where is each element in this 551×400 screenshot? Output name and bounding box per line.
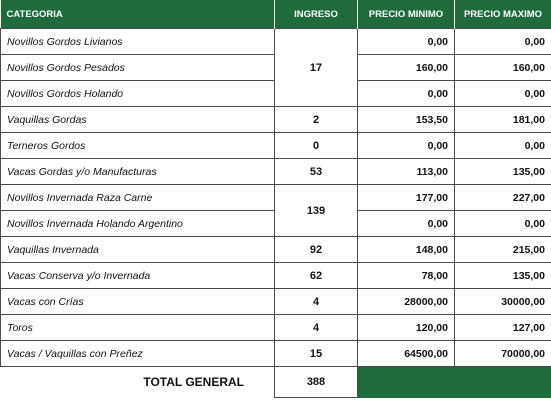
ingreso-cell: 92	[275, 237, 358, 263]
table-row	[1, 185, 551, 211]
precio-max-cell: 160,00	[455, 55, 551, 81]
table-row	[1, 263, 551, 289]
categoria-cell: Novillos Gordos Livianos	[1, 29, 275, 55]
precio-min-cell: 28000,00	[358, 289, 455, 315]
ingreso-cell: 2	[275, 107, 358, 133]
categoria-cell: Novillos Gordos Holando	[1, 81, 275, 107]
precio-max-cell: 30000,00	[455, 289, 551, 315]
precio-min-cell: 0,00	[358, 81, 455, 107]
table-row	[1, 315, 551, 341]
precio-min-cell: 177,00	[358, 185, 455, 211]
header-precio-minimo: PRECIO MINIMO	[358, 0, 455, 29]
table-row	[1, 159, 551, 185]
categoria-cell: Novillos Invernada Holando Argentino	[1, 211, 275, 237]
total-green-block	[358, 367, 551, 398]
categoria-cell: Terneros Gordos	[1, 133, 275, 159]
precio-min-cell: 64500,00	[358, 341, 455, 367]
categoria-cell: Toros	[1, 315, 275, 341]
total-row	[1, 367, 551, 398]
categoria-cell: Vacas con Crías	[1, 289, 275, 315]
precio-min-cell: 113,00	[358, 159, 455, 185]
precio-min-cell: 78,00	[358, 263, 455, 289]
header-precio-maximo: PRECIO MAXIMO	[455, 0, 551, 29]
categoria-cell: Vacas / Vaquillas con Preñez	[1, 341, 275, 367]
precio-min-cell: 0,00	[358, 211, 455, 237]
precio-max-cell: 0,00	[455, 211, 551, 237]
ingreso-cell: 53	[275, 159, 358, 185]
precio-max-cell: 135,00	[455, 159, 551, 185]
precio-max-cell: 0,00	[455, 81, 551, 107]
categoria-cell: Vacas Gordas y/o Manufacturas	[1, 159, 275, 185]
categoria-cell: Vacas Conserva y/o Invernada	[1, 263, 275, 289]
ingreso-cell: 139	[275, 185, 358, 237]
precio-max-cell: 0,00	[455, 29, 551, 55]
table-row	[1, 341, 551, 367]
table-row	[1, 29, 551, 55]
precio-min-cell: 0,00	[358, 133, 455, 159]
precio-min-cell: 0,00	[358, 29, 455, 55]
ingreso-cell: 15	[275, 341, 358, 367]
ingreso-cell: 4	[275, 315, 358, 341]
precio-max-cell: 181,00	[455, 107, 551, 133]
categoria-cell: Vaquillas Invernada	[1, 237, 275, 263]
table-row	[1, 133, 551, 159]
precio-max-cell: 127,00	[455, 315, 551, 341]
header-categoria: CATEGORIA	[1, 0, 275, 29]
table-row	[1, 107, 551, 133]
precio-min-cell: 153,50	[358, 107, 455, 133]
ingreso-cell: 17	[275, 29, 358, 107]
precio-max-cell: 0,00	[455, 133, 551, 159]
header-row	[1, 0, 551, 29]
precio-min-cell: 160,00	[358, 55, 455, 81]
total-value: 388	[275, 367, 358, 398]
precio-max-cell: 227,00	[455, 185, 551, 211]
precio-min-cell: 148,00	[358, 237, 455, 263]
ingreso-cell: 0	[275, 133, 358, 159]
table-row	[1, 289, 551, 315]
precio-min-cell: 120,00	[358, 315, 455, 341]
total-label: TOTAL GENERAL	[143, 375, 244, 390]
ingreso-cell: 62	[275, 263, 358, 289]
precio-max-cell: 70000,00	[455, 341, 551, 367]
ingreso-cell: 4	[275, 289, 358, 315]
categoria-cell: Novillos Gordos Pesados	[1, 55, 275, 81]
header-ingreso: INGRESO	[275, 0, 358, 29]
precio-max-cell: 215,00	[455, 237, 551, 263]
precio-max-cell: 135,00	[455, 263, 551, 289]
categoria-cell: Novillos Invernada Raza Carne	[1, 185, 275, 211]
categoria-cell: Vaquillas Gordas	[1, 107, 275, 133]
table-row	[1, 237, 551, 263]
